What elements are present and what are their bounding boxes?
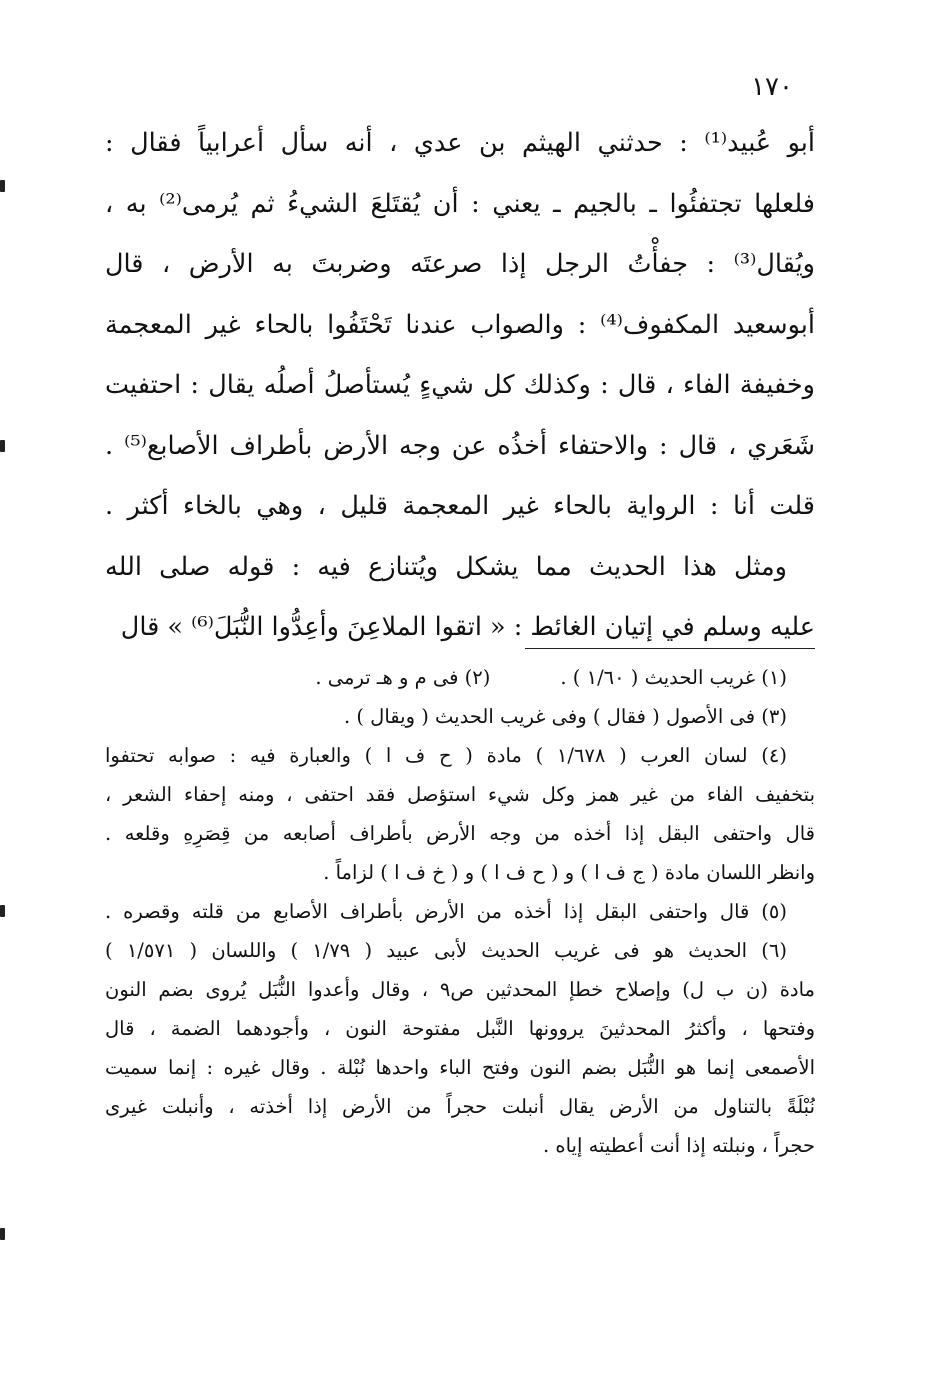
footnote-4-line: قال واحتفى البقل إذا أخذه من وجه الأرض بأطراف أصابعه من قِصَرِهِ وقلعه .: [105, 822, 815, 845]
footnote-2: (٢) فى م و هـ ترمى .: [315, 666, 491, 689]
main-text-line: فلعلها تجتفئُوا ـ بالجيم ـ يعني : أن يُقتَلعَ الشيءُ ثم يُرمى⁽²⁾ به ،: [105, 188, 815, 219]
scan-margin-mark: [0, 440, 5, 452]
footnote-6-line: (٦) الحديث هو فى غريب الحديث لأبى عبيد ( ١/٧٩ ) واللسان ( ١/٥٧١ ): [105, 939, 787, 962]
footnote-6-line: وفتحها ، وأكثرُ المحدثينَ يروونها النَّبل مفتوحة النون ، وأجودهما الضمة ، قال: [105, 1017, 815, 1040]
footnote-3: (٣) فى الأصول ( فقال ) وفى غريب الحديث ( ويقال ) .: [343, 705, 787, 728]
main-text-line: وخفيفة الفاء ، قال : وكذلك كل شيءٍ يُستأصلُ أصلُه يقال : احتفيت: [105, 370, 815, 400]
main-text-line: ومثل هذا الحديث مما يشكل ويُتنازع فيه : قوله صلى الله: [105, 551, 787, 582]
scan-margin-mark: [0, 1228, 5, 1240]
main-text-line: شَعَري ، قال : والاحتفاء أخذُه عن وجه الأرض بأطراف الأصابع⁽⁵⁾ .: [105, 430, 815, 461]
footnote-4-line: بتخفيف الفاء من غير همز وكل شيء استؤصل فقد احتفى ، ومنه إحفاء الشعر ،: [105, 783, 815, 806]
footnote-6-line: مادة (ن ب ل) وإصلاح خطإ المحدثين ص٩ ، وقال وأعدوا النُّبَل يُروى بضم النون: [105, 978, 815, 1001]
scan-margin-mark: [0, 905, 5, 917]
main-text-line: ويُقال⁽³⁾ : جفأْتُ الرجل إذا صرعتَه وضربتَ به الأرض ، قال: [105, 249, 815, 279]
main-text-line: عليه وسلم في إتيان الغائط : « اتقوا الملاعِنَ وأعِدُّوا النُّبَلَ⁽⁶⁾ » قال: [120, 612, 815, 642]
scan-margin-mark: [0, 180, 5, 192]
page-number: ١٧٠: [751, 72, 793, 102]
main-text: [105, 113, 815, 658]
main-text-line: قلت أنا : الرواية بالحاء غير المعجمة قليل ، وهي بالخاء أكثر .: [105, 491, 815, 521]
footnotes: [105, 658, 815, 1165]
footnote-separator: [525, 648, 815, 649]
main-text-line: أبوسعيد المكفوف⁽⁴⁾ : والصواب عندنا تَحْتَفُوا بالحاء غير المعجمة: [105, 309, 815, 340]
footnote-4-line: (٤) لسان العرب ( ١/٦٧٨ ) مادة ( ح ف ا ) والعبارة فيه : صوابه تحتفوا: [105, 744, 787, 767]
footnote-6-line: حجراً ، ونبلته إذا أنت أعطيته إياه .: [542, 1134, 815, 1157]
main-text-line: أبو عُبيد⁽¹⁾ : حدثني الهيثم بن عدي ، أنه سأل أعرابياً فقال :: [105, 128, 815, 158]
footnote-6-line: نُبْلَةً بالتناول من الأرض يقال أنبلت حجراً من الأرض إذا أخذته ، وأنبلت غيرى: [105, 1095, 815, 1118]
footnote-4-line: وانظر اللسان مادة ( ج ف ا ) و ( ح ف ا ) و ( خ ف ا ) لزاماً .: [323, 861, 815, 884]
footnote-5: (٥) قال واحتفى البقل إذا أخذه من الأرض بأطراف الأصابع من قلته وقصره .: [105, 900, 787, 923]
footnote-6-line: الأصمعى إنما هو النُّبَل بضم النون وفتح الباء واحدها نُبْلة . وقال غيره : إنما سميت: [105, 1056, 815, 1079]
footnote-1: (١) غريب الحديث ( ١/٦٠ ) .: [560, 666, 787, 689]
footnote-row: [105, 658, 815, 697]
